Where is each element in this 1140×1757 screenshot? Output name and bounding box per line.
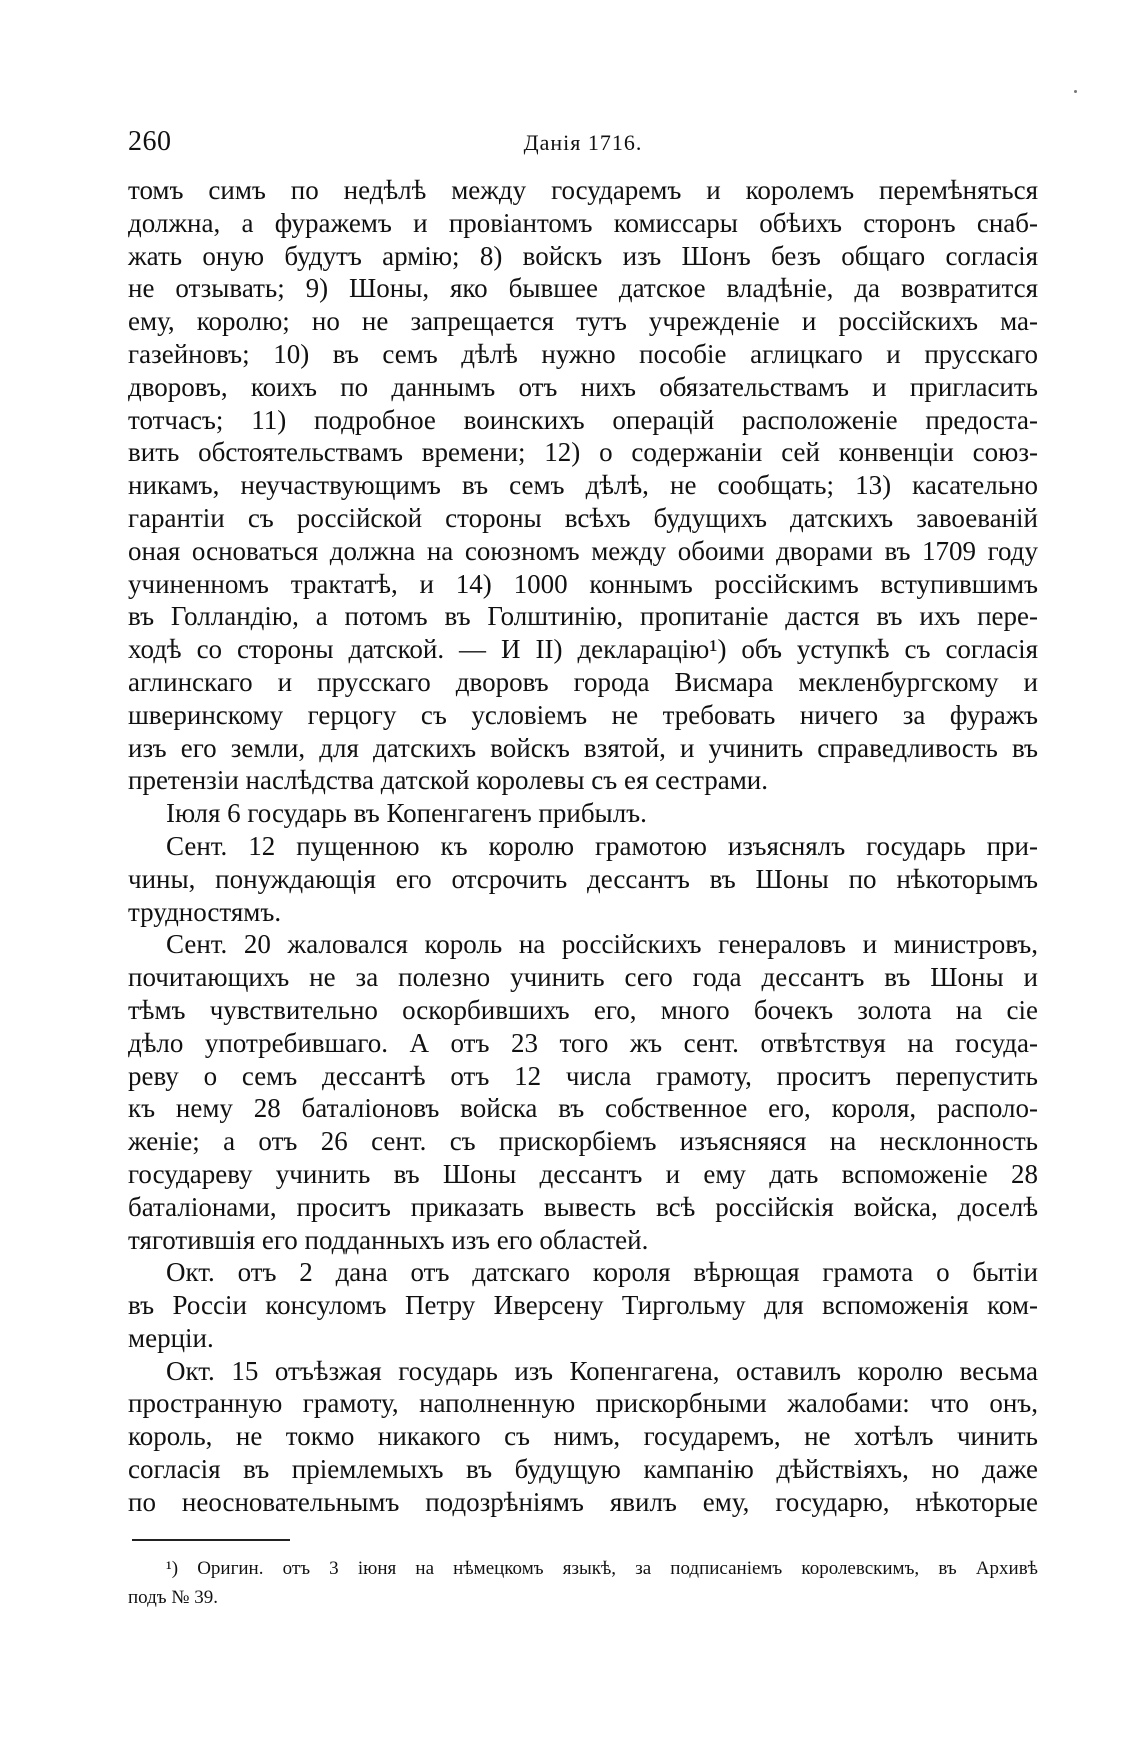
text-line: баталіонами, проситъ приказать вывесть всѣ россійскія войска, доселѣ — [128, 1191, 1038, 1222]
text-line: изъ его земли, для датскихъ войскъ взятой, и учинить справедливость въ — [128, 732, 1038, 763]
text-line: согласія въ пріемлемыхъ въ будущую кампанію дѣйствіяхъ, но даже — [128, 1454, 1038, 1485]
text-line: почитающихъ не за полезно учинить сего года дессантъ въ Шоны и — [128, 962, 1038, 993]
text-line: Сент. 20 жаловался король на россійскихъ генераловъ и министровъ, — [166, 929, 1038, 960]
text-line: Сент. 12 пущенною къ королю грамотою изъяснялъ государь при- — [166, 830, 1038, 861]
text-line: ходѣ со стороны датской. — И II) декларацію¹) объ уступкѣ съ согласія — [128, 634, 1038, 665]
text-line: ему, королю; но не запрещается тутъ учрежденіе и россійскихъ ма- — [128, 306, 1038, 337]
text-line: аглинскаго и прусскаго дворовъ города Висмара мекленбургскому и — [128, 666, 1038, 697]
text-line: шверинскому герцогу съ условіемъ не требовать ничего за фуражъ — [128, 699, 1038, 730]
text-line: Окт. отъ 2 дана отъ датскаго короля вѣрющая грамота о бытіи — [166, 1257, 1038, 1288]
text-line: претензіи наслѣдства датской королевы съ ея сестрами. — [128, 765, 768, 796]
scan-speck — [1074, 90, 1077, 93]
text-line: вить обстоятельствамъ времени; 12) о содержаніи сей конвенціи союз- — [128, 437, 1038, 468]
text-line: оная основаться должна на союзномъ между обоими дворами въ 1709 году — [128, 535, 1038, 566]
text-line: дѣло употребившаго. А отъ 23 того жъ сент. отвѣтствуя на госуда- — [128, 1027, 1038, 1058]
text-line: реву о семъ дессантѣ отъ 12 числа грамоту, проситъ перепустить — [128, 1060, 1038, 1091]
footnote-line: ¹) Оригин. отъ 3 іюня на нѣмецкомъ языкѣ, за подписаніемъ королевскимъ, въ Архивѣ — [166, 1558, 1038, 1579]
text-line: по неосновательнымъ подозрѣніямъ явилъ ему, государю, нѣкоторые — [128, 1486, 1038, 1517]
text-line: томъ симъ по недѣлѣ между государемъ и королемъ перемѣняться — [128, 175, 1038, 205]
text-line: Окт. 15 отъѣзжая государь изъ Копенгагена, оставилъ королю весьма — [166, 1355, 1038, 1386]
text-line: должна, а фуражемъ и провіантомъ комиссары обѣихъ сторонъ снаб- — [128, 207, 1038, 238]
text-line: дворовъ, коихъ по даннымъ отъ нихъ обязательствамъ и пригласить — [128, 371, 1038, 402]
text-line: тѣмъ чувствительно оскорбившихъ его, много бочекъ золота на сіе — [128, 994, 1038, 1025]
text-line: чины, понуждающія его отсрочить дессантъ въ Шоны по нѣкоторымъ — [128, 863, 1038, 894]
text-line: мерціи. — [128, 1322, 214, 1353]
text-line: тяготившія его подданныхъ изъ его областей. — [128, 1224, 649, 1255]
footnote-rule — [132, 1539, 290, 1541]
body-text — [128, 174, 1038, 1519]
text-line: въ Голландію, а потомъ въ Голштинію, пропитаніе дастся въ ихъ пере- — [128, 601, 1038, 632]
text-line: къ нему 28 баталіоновъ войска въ собственное его, короля, располо- — [128, 1093, 1038, 1124]
text-line: государеву учинить въ Шоны дессантъ и ему дать вспоможеніе 28 — [128, 1158, 1038, 1189]
text-line: тотчасъ; 11) подробное воинскихъ операцій расположеніе предоста- — [128, 404, 1038, 435]
footnote-line: подъ № 39. — [128, 1587, 218, 1608]
footnote — [128, 1554, 1038, 1612]
text-line: не отзывать; 9) Шоны, яко бывшее датское владѣніе, да возвратится — [128, 273, 1038, 304]
text-line: жать оную будутъ армію; 8) войскъ изъ Шонъ безъ общаго согласія — [128, 240, 1038, 271]
text-line: король, не токмо никакого съ нимъ, государемъ, не хотѣлъ чинить — [128, 1421, 1038, 1452]
text-line: Іюля 6 государь въ Копенгагенъ прибылъ. — [166, 798, 647, 829]
text-line: женіе; а отъ 26 сент. съ прискорбіемъ изъясняяся на несклонность — [128, 1126, 1038, 1157]
text-line: гарантіи съ россійской стороны всѣхъ будущихъ датскихъ завоеваній — [128, 502, 1038, 533]
running-title: Данія 1716. — [523, 130, 643, 155]
text-line: пространную грамоту, наполненную прискорбными жалобами: что онъ, — [128, 1388, 1038, 1419]
page-header — [128, 126, 1038, 166]
page-number: 260 — [128, 126, 172, 157]
text-line: газейновъ; 10) въ семъ дѣлѣ нужно пособіе аглицкаго и прусскаго — [128, 338, 1038, 369]
text-line: учиненномъ трактатѣ, и 14) 1000 коннымъ россійскимъ вступившимъ — [128, 568, 1038, 599]
text-line: никамъ, неучаствующимъ въ семъ дѣлѣ, не сообщать; 13) касательно — [128, 470, 1038, 501]
text-line: въ Россіи консуломъ Петру Иверсену Тиргольму для вспоможенія ком- — [128, 1290, 1038, 1321]
text-line: трудностямъ. — [128, 896, 282, 927]
